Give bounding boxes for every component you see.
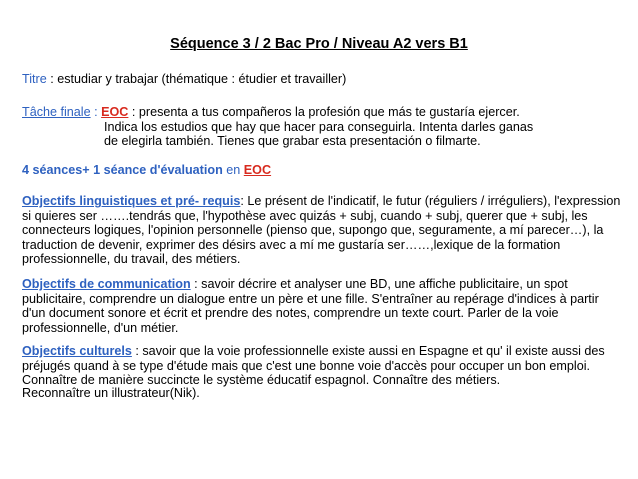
tache-finale-separator: : [90,105,102,119]
tache-finale-line-3: de elegirla también. Tienes que grabar esta presentación o filmarte. [104,134,481,148]
tache-finale-label: Tâche finale [22,105,91,119]
tache-finale-paragraph [22,105,622,149]
tache-finale-line-1 [22,105,622,120]
objectifs-culturels-paragraph [22,344,622,388]
tache-finale-line-2: Indica los estudios que hay que hacer para conseguirla. Intenta darles ganas [104,119,534,134]
titre-label: Titre [22,72,47,86]
seances-eoc: EOC [243,163,272,177]
objectifs-linguistiques-text: : Le présent de l'indicatif, le futur (réguliers / irréguliers), l'expression si quieres ser …….tendrás que, l'hypothèse avec quizás + subj, cuando + subj, querer que + subj, les connecteurs logiques, l'opinion personnelle (pienso que, supongo que, seguramente, a mí parecer…), la traduction de devenir, exprimer des désirs avec a mí me gustaría ser……,lexique de la formation professionnelle, du travail, des métiers. [22,194,621,266]
seances-en: en [222,163,244,177]
seances-paragraph [22,163,622,178]
objectifs-communication-label: Objectifs de communication [22,277,191,291]
objectifs-linguistiques-paragraph [22,194,622,267]
seances-text: 4 séances+ 1 séance d'évaluation [22,163,223,177]
objectifs-culturels-label: Objectifs culturels [22,344,132,358]
objectifs-culturels-last-line: Reconnaître un illustrateur(Nik). [22,386,200,400]
titre-text: : estudiar y trabajar (thématique : étudier et travailler) [46,72,347,86]
tache-finale-text-1: : presenta a tus compañeros la profesión que más te gustaría ejercer. [128,105,520,119]
page-title: Séquence 3 / 2 Bac Pro / Niveau A2 vers B1 [170,36,468,52]
objectifs-communication-text: : savoir décrire et analyser une BD, une affiche publicitaire, un spot publicitaire, comprendre un dialogue entre un père et une fille. S'entraîner au repérage d'indices à partir d'un document sonore et écrit et prendre des notes, comprendre un texte court. Parler de la voie professionnelle, d'un métier. [22,277,599,335]
objectifs-linguistiques-label: Objectifs linguistiques et pré- requis [22,194,241,208]
titre-paragraph [22,72,622,87]
tache-finale-eoc: EOC [101,105,129,119]
objectifs-culturels-text: : savoir que la voie professionnelle existe aussi en Espagne et qu' il existe aussi des préjugés quand à se type d'étude mais que c'est une bonne voie d'accès pour occuper un bon emploi. Connaître de manière succincte le système éducatif espagnol. Connaître des métiers. [22,344,605,387]
objectifs-communication-paragraph [22,277,622,335]
